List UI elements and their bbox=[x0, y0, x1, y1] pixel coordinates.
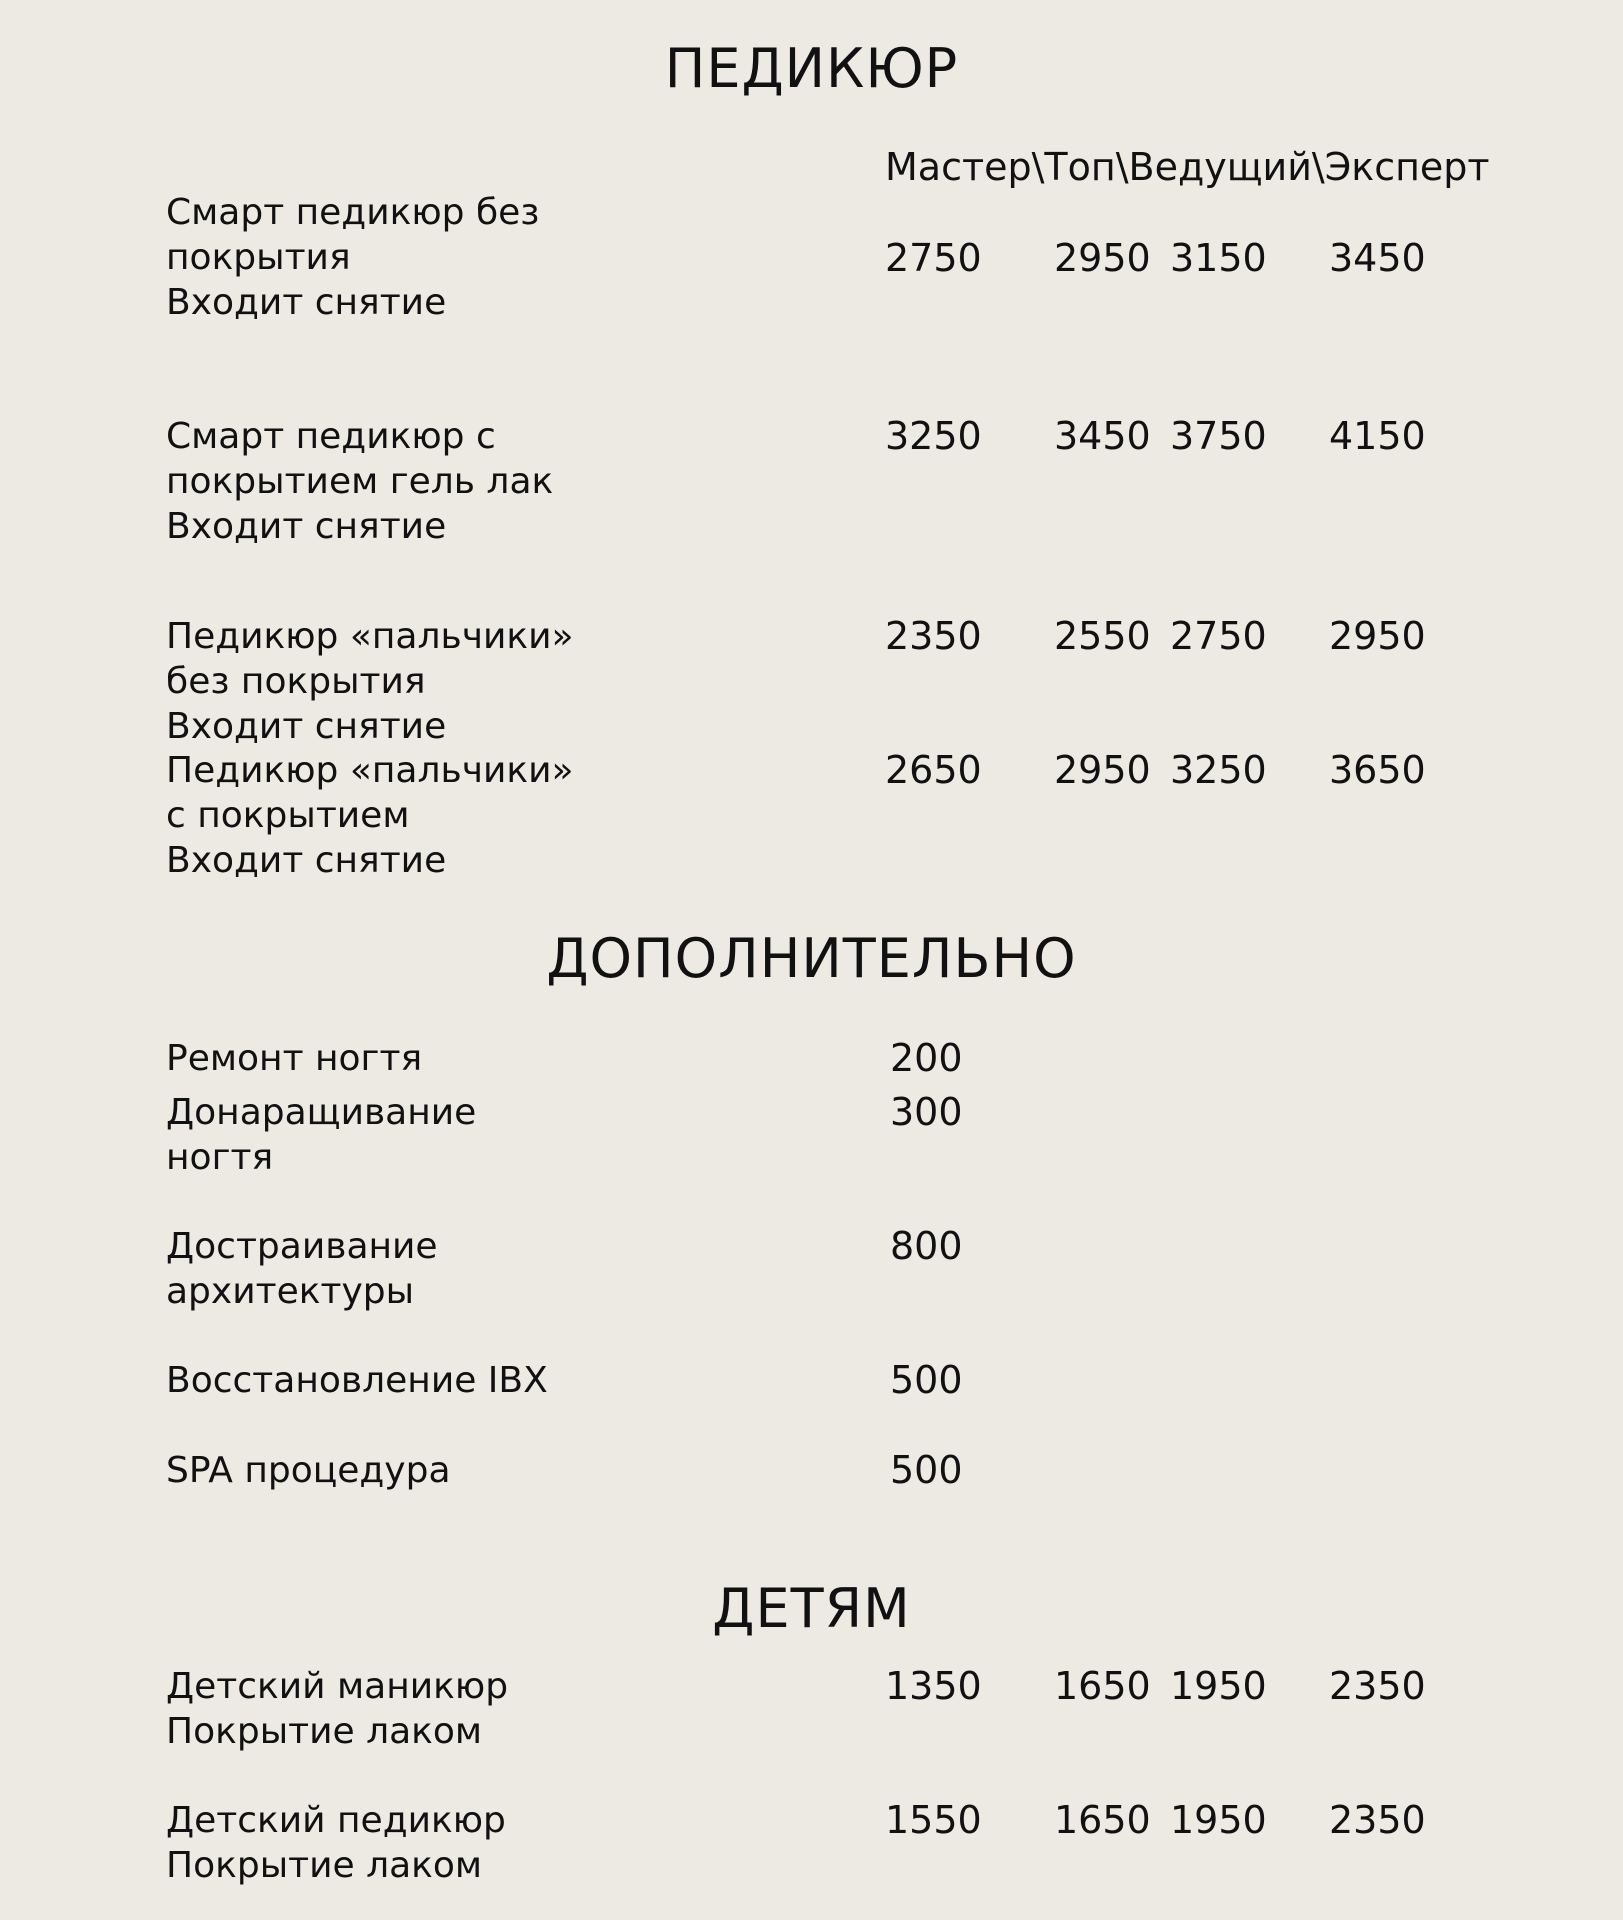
service-name-line: с покрытием bbox=[166, 795, 410, 836]
price-top: 2950 bbox=[1054, 748, 1151, 792]
service-name-line: Входит снятие bbox=[166, 506, 447, 547]
price-top: 3450 bbox=[1054, 414, 1151, 458]
price-expert: 3450 bbox=[1329, 236, 1426, 280]
kids-title: ДЕТЯМ bbox=[712, 1577, 911, 1640]
price-value: 800 bbox=[890, 1224, 963, 1268]
service-name-line: Покрытие лаком bbox=[166, 1845, 483, 1886]
price-master: 1550 bbox=[885, 1798, 982, 1842]
service-name-line: Детский педикюр bbox=[166, 1800, 506, 1841]
price-value: 200 bbox=[890, 1036, 963, 1080]
pedicure-title: ПЕДИКЮР bbox=[664, 37, 959, 100]
service-name-line: покрытия bbox=[166, 237, 351, 278]
price-value: 500 bbox=[890, 1358, 963, 1402]
service-name-line: Входит снятие bbox=[166, 840, 447, 881]
service-name-line: Входит снятие bbox=[166, 282, 447, 323]
service-name bbox=[166, 190, 686, 325]
price-master: 1350 bbox=[885, 1664, 982, 1708]
service-name-line: без покрытия bbox=[166, 661, 426, 702]
service-name-line: Смарт педикюр без bbox=[166, 192, 540, 233]
price-top: 2950 bbox=[1054, 236, 1151, 280]
price-expert: 2950 bbox=[1329, 614, 1426, 658]
service-name-line: Смарт педикюр с bbox=[166, 416, 496, 457]
price-master: 3250 bbox=[885, 414, 982, 458]
service-name bbox=[166, 1224, 686, 1314]
service-name-line: Покрытие лаком bbox=[166, 1711, 483, 1752]
price-expert: 2350 bbox=[1329, 1664, 1426, 1708]
service-name-line: Достраивание bbox=[166, 1226, 438, 1267]
service-name-line: Восстановление IBX bbox=[166, 1360, 548, 1401]
price-master: 2350 bbox=[885, 614, 982, 658]
service-name bbox=[166, 1090, 686, 1180]
service-name bbox=[166, 1664, 686, 1754]
service-name bbox=[166, 748, 686, 883]
price-expert: 2350 bbox=[1329, 1798, 1426, 1842]
price-top: 2550 bbox=[1054, 614, 1151, 658]
price-lead: 3150 bbox=[1170, 236, 1267, 280]
price-top: 1650 bbox=[1054, 1664, 1151, 1708]
service-name bbox=[166, 1036, 686, 1081]
service-name-line: SPA процедура bbox=[166, 1450, 451, 1491]
service-name-line: Детский маникюр bbox=[166, 1666, 509, 1707]
price-lead: 1950 bbox=[1170, 1798, 1267, 1842]
service-name-line: Ремонт ногтя bbox=[166, 1038, 423, 1079]
service-name-line: архитектуры bbox=[166, 1271, 415, 1312]
service-name-line: покрытием гель лак bbox=[166, 461, 554, 502]
service-name-line: Педикюр «пальчики» bbox=[166, 750, 574, 791]
price-lead: 2750 bbox=[1170, 614, 1267, 658]
service-name-line: Донаращивание bbox=[166, 1092, 477, 1133]
price-value: 500 bbox=[890, 1448, 963, 1492]
price-master: 2750 bbox=[885, 236, 982, 280]
service-name-line: ногтя bbox=[166, 1137, 274, 1178]
price-value: 300 bbox=[890, 1090, 963, 1134]
price-master: 2650 bbox=[885, 748, 982, 792]
price-lead: 3750 bbox=[1170, 414, 1267, 458]
service-name bbox=[166, 1358, 686, 1403]
service-name-line: Педикюр «пальчики» bbox=[166, 616, 574, 657]
extra-title: ДОПОЛНИТЕЛЬНО bbox=[546, 927, 1077, 990]
service-name-line: Входит снятие bbox=[166, 706, 447, 747]
price-lead: 3250 bbox=[1170, 748, 1267, 792]
service-name bbox=[166, 1798, 686, 1888]
price-expert: 3650 bbox=[1329, 748, 1426, 792]
price-lead: 1950 bbox=[1170, 1664, 1267, 1708]
service-name bbox=[166, 1448, 686, 1493]
service-name bbox=[166, 614, 686, 749]
price-expert: 4150 bbox=[1329, 414, 1426, 458]
master-levels-header: Мастер\Топ\Ведущий\Эксперт bbox=[885, 145, 1490, 189]
service-name bbox=[166, 414, 686, 549]
price-top: 1650 bbox=[1054, 1798, 1151, 1842]
